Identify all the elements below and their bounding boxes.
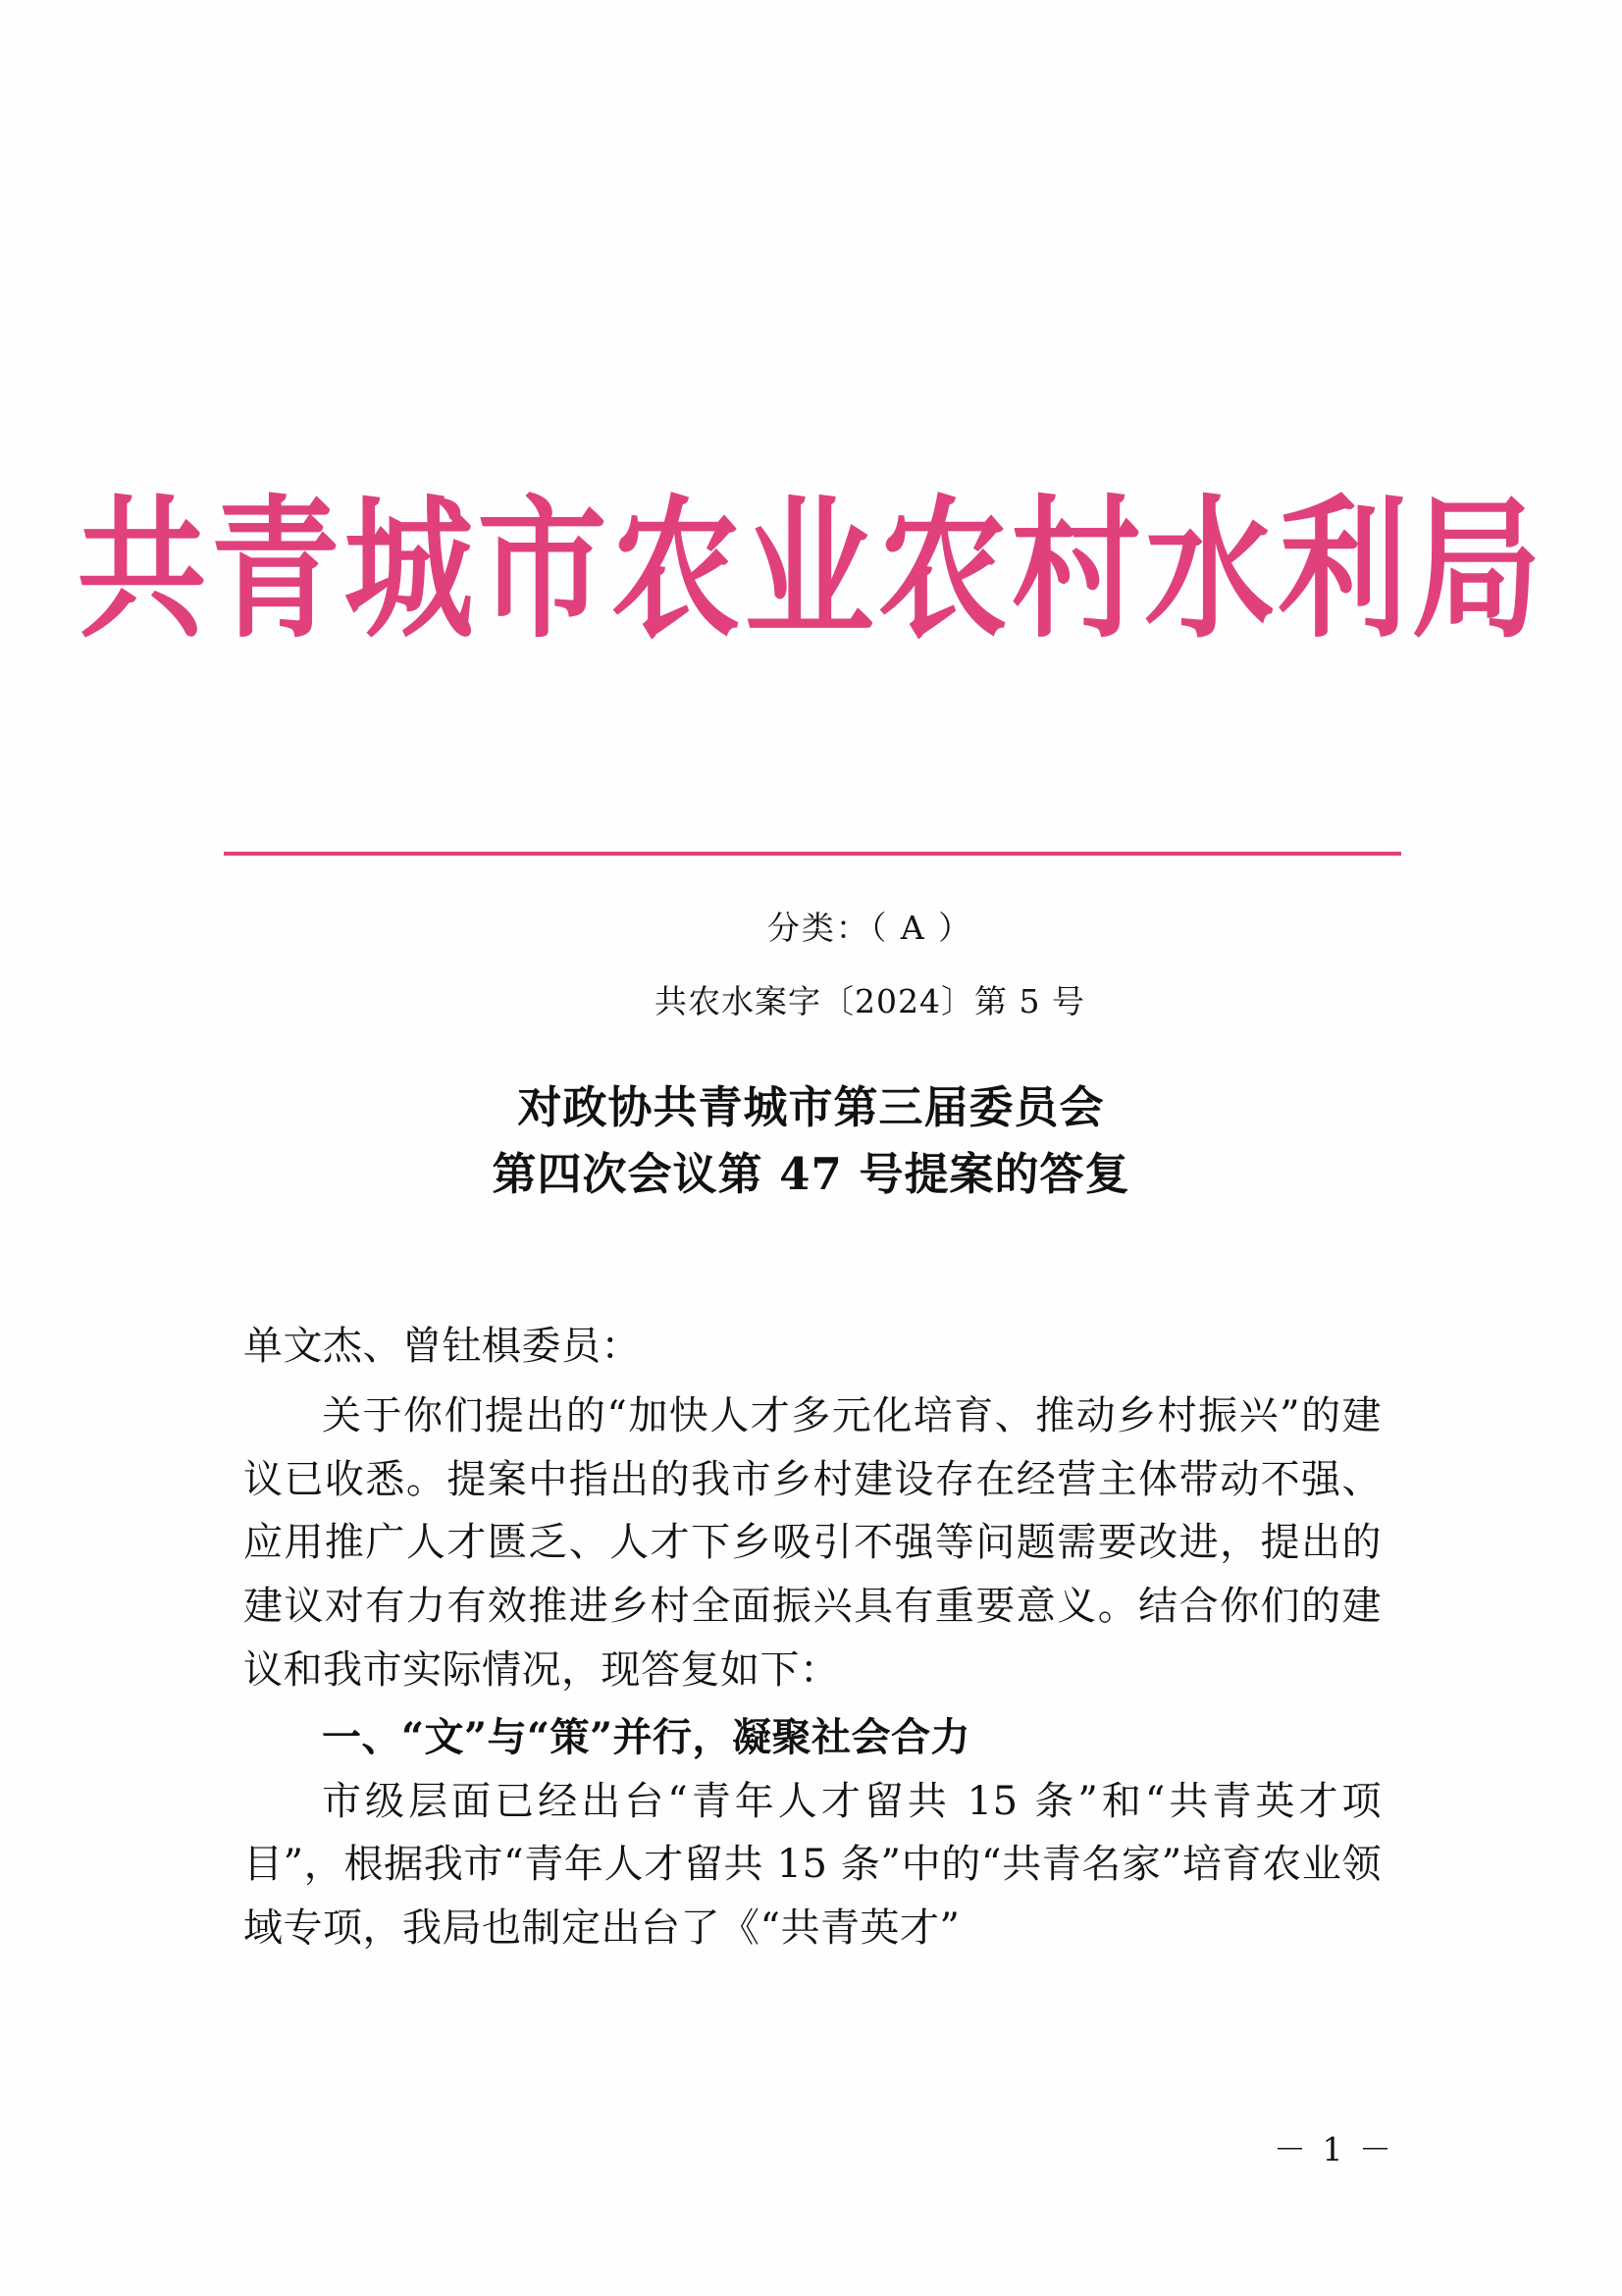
body-paragraph-1: 关于你们提出的“加快人才多元化培育、推动乡村振兴”的建议已收悉。提案中指出的我市乡村建设存在经营主体带动不强、应用推广人才匮乏、人才下乡吸引不强等问题需要改进，提出的建议对有力有效推进乡村全面振兴具有重要意义。结合你们的建议和我市实际情况，现答复如下： (243, 1392, 1382, 1693)
classification-label: 分类：（ A ） (766, 909, 973, 947)
page-number: － 1 － (1274, 2130, 1394, 2168)
page-title-line-2: 第四次会议第 47 号提案的答复 (492, 1147, 1130, 1200)
body-paragraph-2: 市级层面已经出台“青年人才留共 15 条”和“共青英才项目”，根据我市“青年人才留共 15 条”中的“共青名家”培育农业领域专项，我局也制定出台了《“共青英才” (243, 1778, 1382, 1952)
letterhead-divider (224, 852, 1401, 856)
document-meta (0, 903, 1622, 1050)
letterhead (0, 480, 1622, 660)
salutation: 单文杰、曾钍椇委员： (243, 1324, 641, 1369)
section-heading-1: 一、“文”与“策”并行，凝聚社会合力 (322, 1713, 971, 1760)
page-title-line-1: 对政协共青城市第三届委员会 (517, 1081, 1105, 1133)
letterhead-organization: 共青城市农业农村水利局 (77, 480, 1545, 660)
page-title (0, 1074, 1622, 1207)
document-body (243, 1315, 1382, 1960)
document-number: 共农水案字〔2024〕第 5 号 (654, 982, 1085, 1020)
